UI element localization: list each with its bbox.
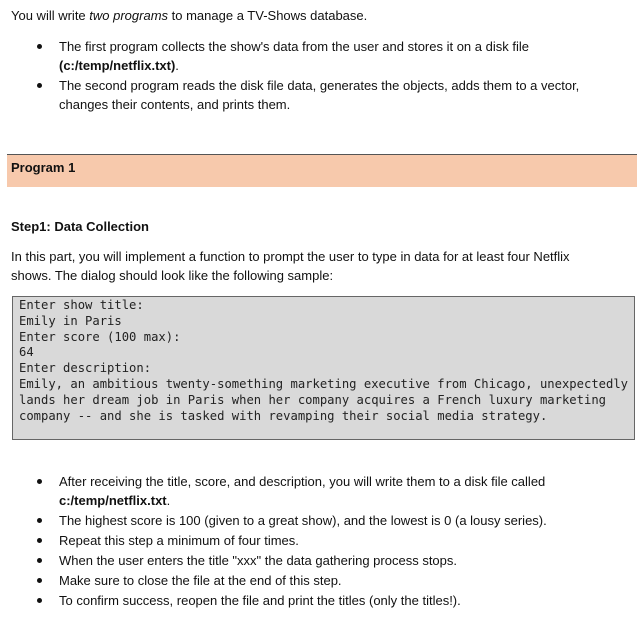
list-item bbox=[11, 591, 611, 610]
step-description-line2: shows. The dialog should look like the following sample: bbox=[11, 268, 334, 283]
file-path: c:/temp/netflix.txt bbox=[59, 493, 167, 508]
bottom-bullet-list bbox=[11, 472, 611, 610]
sample-dialog-box bbox=[12, 296, 635, 440]
intro-text bbox=[11, 6, 367, 25]
list-item bbox=[11, 571, 611, 590]
list-item bbox=[11, 37, 611, 75]
list-item bbox=[11, 472, 611, 510]
dialog-line: Enter description: bbox=[19, 361, 152, 376]
bullet-text: Repeat this step a minimum of four times. bbox=[59, 533, 299, 548]
dialog-line: Emily, an ambitious twenty-something marketing executive from Chicago, unexpectedly bbox=[19, 376, 629, 391]
dialog-line: 64 bbox=[19, 345, 34, 360]
intro-emphasis: two programs bbox=[89, 8, 169, 23]
section-header bbox=[7, 154, 637, 187]
section-title: Program 1 bbox=[11, 160, 76, 175]
bullet-text: The second program reads the disk file data, generates the objects, adds them to a vector, changes their contents, and prints them. bbox=[59, 78, 580, 112]
bullet-text: The first program collects the show's data from the user and stores it on a disk file bbox=[59, 39, 529, 54]
intro-after: to manage a TV-Shows database. bbox=[168, 8, 368, 23]
list-item bbox=[11, 76, 619, 114]
bullet-text: Make sure to close the file at the end of this step. bbox=[59, 573, 342, 588]
step-description-line1: In this part, you will implement a function to prompt the user to type in data for at least four Netflix bbox=[11, 249, 570, 264]
dialog-line: Enter score (100 max): bbox=[19, 329, 181, 344]
step-title: Step1: Data Collection bbox=[11, 219, 149, 234]
list-item bbox=[11, 551, 611, 570]
bullet-text: When the user enters the title "xxx" the data gathering process stops. bbox=[59, 553, 457, 568]
bullet-text: The highest score is 100 (given to a great show), and the lowest is 0 (a lousy series). bbox=[59, 513, 547, 528]
dialog-line: lands her dream job in Paris when her company acquires a French luxury marketing bbox=[19, 392, 606, 407]
top-bullet-list bbox=[11, 37, 611, 114]
list-item bbox=[11, 531, 611, 550]
dialog-line: company -- and she is tasked with revamping their social media strategy. bbox=[19, 408, 548, 423]
list-item bbox=[11, 511, 611, 530]
dialog-line: Enter show title: bbox=[19, 298, 144, 312]
bullet-text: After receiving the title, score, and description, you will write them to a disk file called bbox=[59, 474, 546, 489]
intro-before: You will write bbox=[11, 8, 90, 23]
bullet-tail: . bbox=[175, 58, 179, 73]
dialog-line: Emily in Paris bbox=[19, 313, 122, 328]
bullet-text: To confirm success, reopen the file and print the titles (only the titles!). bbox=[59, 593, 461, 608]
file-path: (c:/temp/netflix.txt) bbox=[59, 58, 176, 73]
bullet-tail: . bbox=[166, 493, 171, 508]
